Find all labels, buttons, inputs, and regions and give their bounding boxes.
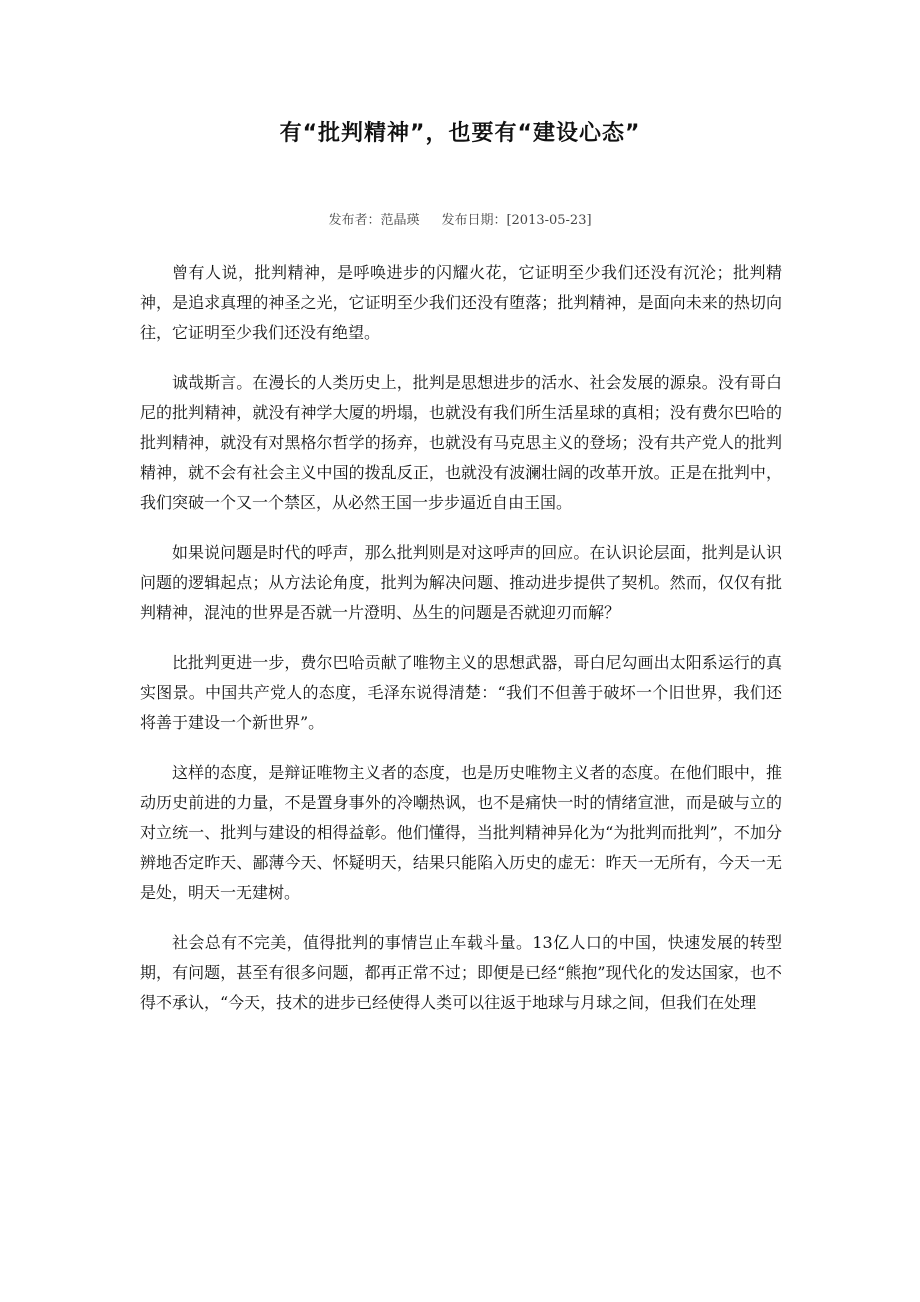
paragraph-6: 社会总有不完美，值得批判的事情岂止车载斗量。13亿人口的中国，快速发展的转型期，有问题，甚至有很多问题，都再正常不过；即便是已经“熊抱”现代化的发达国家，也不得不承认，“今天，技术的进步已经使得人类可以往返于地球与月球之间，但我们在处理 xyxy=(140,933,782,1012)
publish-date-label: 发布日期：[2013-05-23] xyxy=(441,213,592,228)
article-title: 有“批判精神”，也要有“建设心态” xyxy=(279,121,641,146)
paragraph-3: 如果说问题是时代的呼声，那么批判则是对这呼声的回应。在认识论层面，批判是认识问题的逻辑起点；从方法论角度，批判为解决问题、推动进步提供了契机。然而，仅仅有批判精神，混沌的世界是否就一片澄明、丛生的问题是否就迎刃而解？ xyxy=(140,543,782,622)
article-body xyxy=(140,258,782,1038)
publisher-label: 发布者：范晶瑛 xyxy=(328,213,420,228)
paragraph-1: 曾有人说，批判精神，是呼唤进步的闪耀火花，它证明至少我们还没有沉沦；批判精神，是追求真理的神圣之光，它证明至少我们还没有堕落；批判精神，是面向未来的热切向往，它证明至少我们还没有绝望。 xyxy=(140,263,782,342)
paragraph-5: 这样的态度，是辩证唯物主义者的态度，也是历史唯物主义者的态度。在他们眼中，推动历史前进的力量，不是置身事外的冷嘲热讽，也不是痛快一时的情绪宣泄，而是破与立的对立统一、批判与建设的相得益彰。他们懂得，当批判精神异化为“为批判而批判”，不加分辨地否定昨天、鄙薄今天、怀疑明天，结果只能陷入历史的虚无：昨天一无所有，今天一无是处，明天一无建树。 xyxy=(140,763,782,902)
paragraph-2: 诚哉斯言。在漫长的人类历史上，批判是思想进步的活水、社会发展的源泉。没有哥白尼的批判精神，就没有神学大厦的坍塌，也就没有我们所生活星球的真相；没有费尔巴哈的批判精神，就没有对黑格尔哲学的扬弃，也就没有马克思主义的登场；没有共产党人的批判精神，就不会有社会主义中国的拨乱反正，也就没有波澜壮阔的改革开放。正是在批判中，我们突破一个又一个禁区，从必然王国一步步逼近自由王国。 xyxy=(140,373,782,512)
paragraph-4: 比批判更进一步，费尔巴哈贡献了唯物主义的思想武器，哥白尼勾画出太阳系运行的真实图景。中国共产党人的态度，毛泽东说得清楚：“我们不但善于破坏一个旧世界，我们还将善于建设一个新世界”。 xyxy=(140,653,782,732)
article-meta xyxy=(0,211,920,231)
